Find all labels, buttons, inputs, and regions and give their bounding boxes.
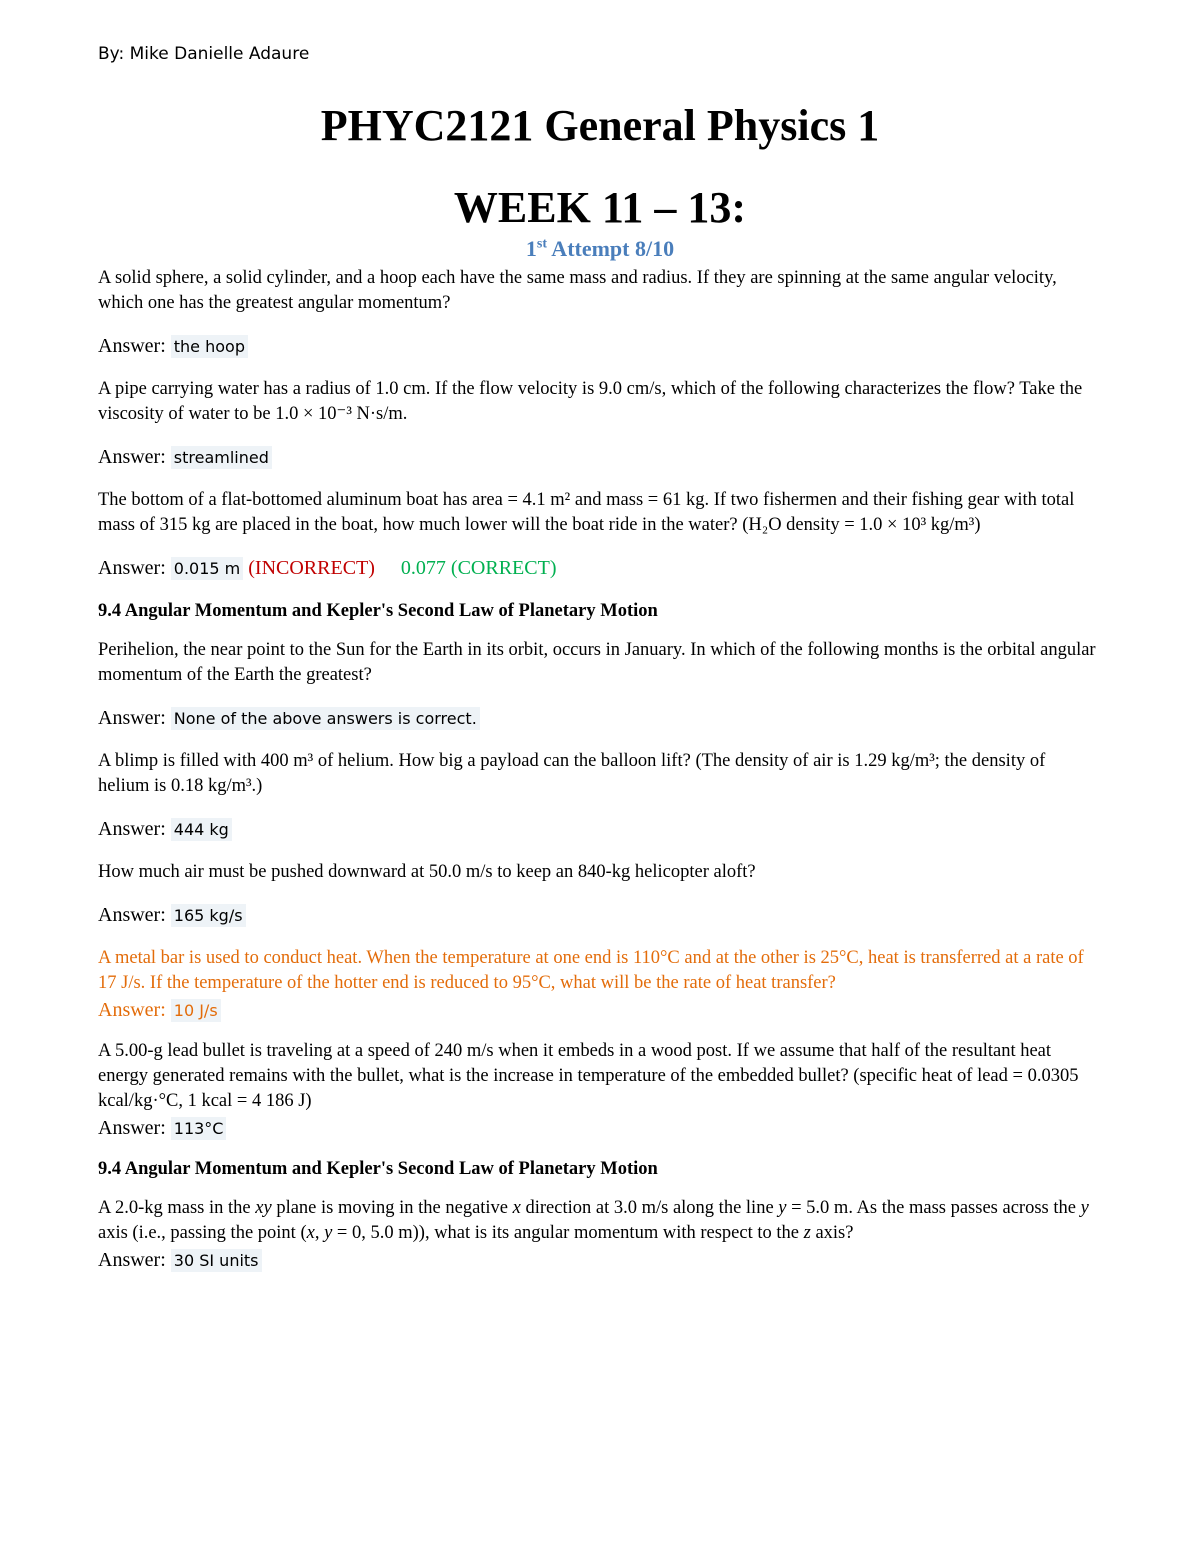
incorrect-mark: (INCORRECT) [243, 557, 375, 579]
question-text: A 2.0-kg mass in the xy plane is moving in the negative x direction at 3.0 m/s along the line y = 5.0 m. As the mass passes across the y axis (i.e., passing the point (x, y = 0, 5.0 m)), what is its angular momentum with respect to the z axis? [98, 1198, 1089, 1243]
author-line: By: Mike Danielle Adaure [98, 44, 310, 64]
answer-line: Answer: None of the above answers is correct. [98, 704, 1098, 733]
correct-mark: 0.077 (CORRECT) [400, 557, 557, 579]
question-text: A solid sphere, a solid cylinder, and a hoop each have the same mass and radius. If they are spinning at the same angular velocity, which one has the greatest angular momentum? [98, 268, 1057, 313]
question-text: The bottom of a flat-bottomed aluminum boat has area = 4.1 m² and mass = 61 kg. If two fishermen and their fishing gear with total mass of 315 kg are placed in the boat, how much lower will the boat ride in the water? (H₂O density = 1.0 × 10³ kg/m³) [98, 490, 1075, 535]
answer-value: 165 kg/s [171, 904, 246, 927]
section-heading: 9.4 Angular Momentum and Kepler's Second Law of Planetary Motion [98, 1159, 658, 1179]
week-title: WEEK 11 – 13: [453, 183, 747, 232]
answer-value: 30 SI units [171, 1249, 262, 1272]
answer-line: Answer: 30 SI units [98, 1246, 1098, 1275]
answer-value: 113°C [171, 1117, 227, 1140]
question-list [98, 266, 1098, 1289]
answer-line: Answer: streamlined [98, 443, 1098, 472]
answer-line: Answer: the hoop [98, 332, 1098, 361]
answer-line: Answer: 444 kg [98, 815, 1098, 844]
question-text: Perihelion, the near point to the Sun for the Earth in its orbit, occurs in January. In which of the following months is the orbital angular momentum of the Earth the greatest? [98, 640, 1096, 685]
answer-value: 0.015 m [171, 557, 243, 580]
answer-line: Answer: 165 kg/s [98, 901, 1098, 930]
question-text: A metal bar is used to conduct heat. When the temperature at one end is 110°C and at the other is 25°C, heat is transferred at a rate of 17 J/s. If the temperature of the hotter end is reduced to 95°C, what will be the rate of heat transfer? [98, 948, 1084, 993]
question-text: A 5.00-g lead bullet is traveling at a speed of 240 m/s when it embeds in a wood post. If we assume that half of the resultant heat energy generated remains with the bullet, what is the increase in temperature of the embedded bullet? (specific heat of lead = 0.0305 kcal/kg·°C, 1 kcal = 4 186 J) [98, 1041, 1079, 1111]
answer-value: the hoop [171, 335, 248, 358]
answer-line: Answer: 10 J/s [98, 996, 1098, 1025]
question-text: A pipe carrying water has a radius of 1.0 cm. If the flow velocity is 9.0 cm/s, which of the following characterizes the flow? Take the viscosity of water to be 1.0 × 10⁻³ N·s/m. [98, 379, 1083, 424]
question-text: A blimp is filled with 400 m³ of helium. How big a payload can the balloon lift? (The density of air is 1.29 kg/m³; the density of helium is 0.18 kg/m³.) [98, 751, 1046, 796]
attempt-score: 1st Attempt 8/10 [525, 236, 675, 261]
answer-line: Answer: 113°C [98, 1114, 1098, 1143]
answer-value: streamlined [171, 446, 272, 469]
answer-line: Answer: 0.015 m (INCORRECT) 0.077 (CORRECT) [98, 557, 557, 579]
answer-value: 444 kg [171, 818, 232, 841]
answer-value: 10 J/s [171, 999, 221, 1022]
answer-value: None of the above answers is correct. [171, 707, 480, 730]
question-text: How much air must be pushed downward at 50.0 m/s to keep an 840-kg helicopter aloft? [98, 862, 756, 882]
section-heading: 9.4 Angular Momentum and Kepler's Second Law of Planetary Motion [98, 601, 658, 621]
course-title: PHYC2121 General Physics 1 [320, 101, 880, 150]
